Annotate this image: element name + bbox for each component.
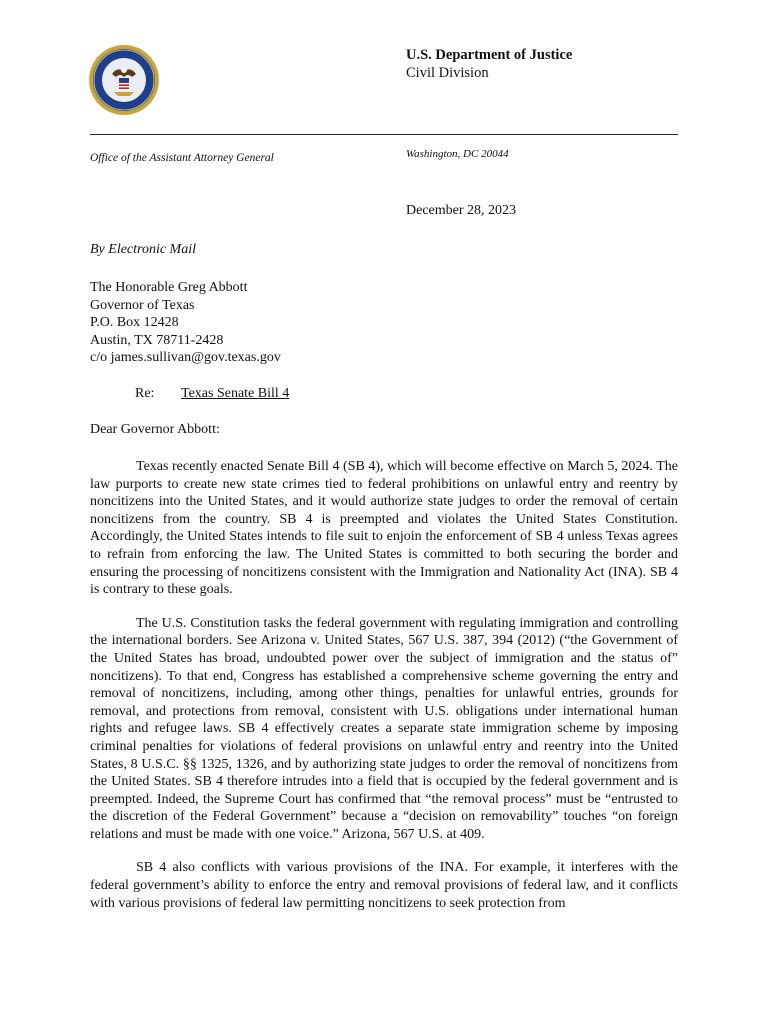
office-city: Washington, DC 20044 (406, 148, 509, 160)
re-line (135, 386, 290, 402)
recipient-line: P.O. Box 12428 (90, 315, 179, 330)
division-name: Civil Division (406, 65, 489, 81)
letterhead (406, 46, 572, 82)
re-label: Re: (135, 386, 155, 401)
recipient-line: The Honorable Greg Abbott (90, 280, 248, 295)
recipient-line: Governor of Texas (90, 297, 195, 313)
body-paragraph: The U.S. Constitution tasks the federal government with regulating immigration and controlling the international borders. See Arizona v. United States, 567 U.S. 387, 394 (2012) (“the Government of the United States has broad, undoubted power over the subject of immigration and the status of” noncitizens). To that end, Congress has established a comprehensive scheme governing the entry and removal of noncitizens, including, among other things, penalties for unlawful entries, grounds for removal, and protections from removal, consistent with U.S. obligations under international human rights and refugee laws. SB 4 effectively creates a separate state immigration scheme by imposing criminal penalties for violations of federal provisions on unlawful entry and reentry into the United States, 8 U.S.C. §§ 1325, 1326, and by authorizing state judges to order the removal of noncitizens from the United States. SB 4 therefore intrudes into a field that is occupied by the federal government and is preempted. Indeed, the Supreme Court has confirmed that “the removal process” must be “entrusted to the discretion of the Federal Government” because a “decision on removability” touches “on foreign relations and must be made with one voice.” Arizona, 567 U.S. at 409. (90, 615, 678, 842)
recipient-line: Austin, TX 78711-2428 (90, 332, 224, 348)
recipient-address (90, 279, 281, 367)
letter-body (90, 458, 678, 928)
doj-seal-icon (88, 44, 160, 116)
body-paragraph: Texas recently enacted Senate Bill 4 (SB 4), which will become effective on March 5, 2024. The law purports to create new state crimes tied to federal prohibitions on unlawful entry and reentry by noncitizens into the United States, and it would authorize state judges to order the removal of certain noncitizens from the country. SB 4 is preempted and violates the United States Constitution. Accordingly, the United States intends to file suit to enjoin the enforcement of SB 4 unless Texas agrees to refrain from enforcing the law. The United States is committed to both securing the border and ensuring the processing of noncitizens consistent with the Immigration and Nationality Act (INA). SB 4 is contrary to these goals. (90, 459, 678, 598)
body-paragraph: SB 4 also conflicts with various provisions of the INA. For example, it interferes with the federal government’s ability to enforce the entry and removal provisions of federal law, and it conflicts with various provisions of federal law permitting noncitizens to seek protection from (90, 860, 678, 911)
office-name: Office of the Assistant Attorney General (90, 152, 274, 164)
re-subject: Texas Senate Bill 4 (181, 386, 290, 401)
salutation: Dear Governor Abbott: (90, 422, 220, 437)
delivery-method: By Electronic Mail (90, 242, 196, 257)
recipient-line: c/o james.sullivan@gov.texas.gov (90, 350, 281, 365)
department-name: U.S. Department of Justice (406, 47, 573, 63)
letter-date: December 28, 2023 (406, 203, 517, 218)
letterhead-divider (90, 134, 678, 135)
